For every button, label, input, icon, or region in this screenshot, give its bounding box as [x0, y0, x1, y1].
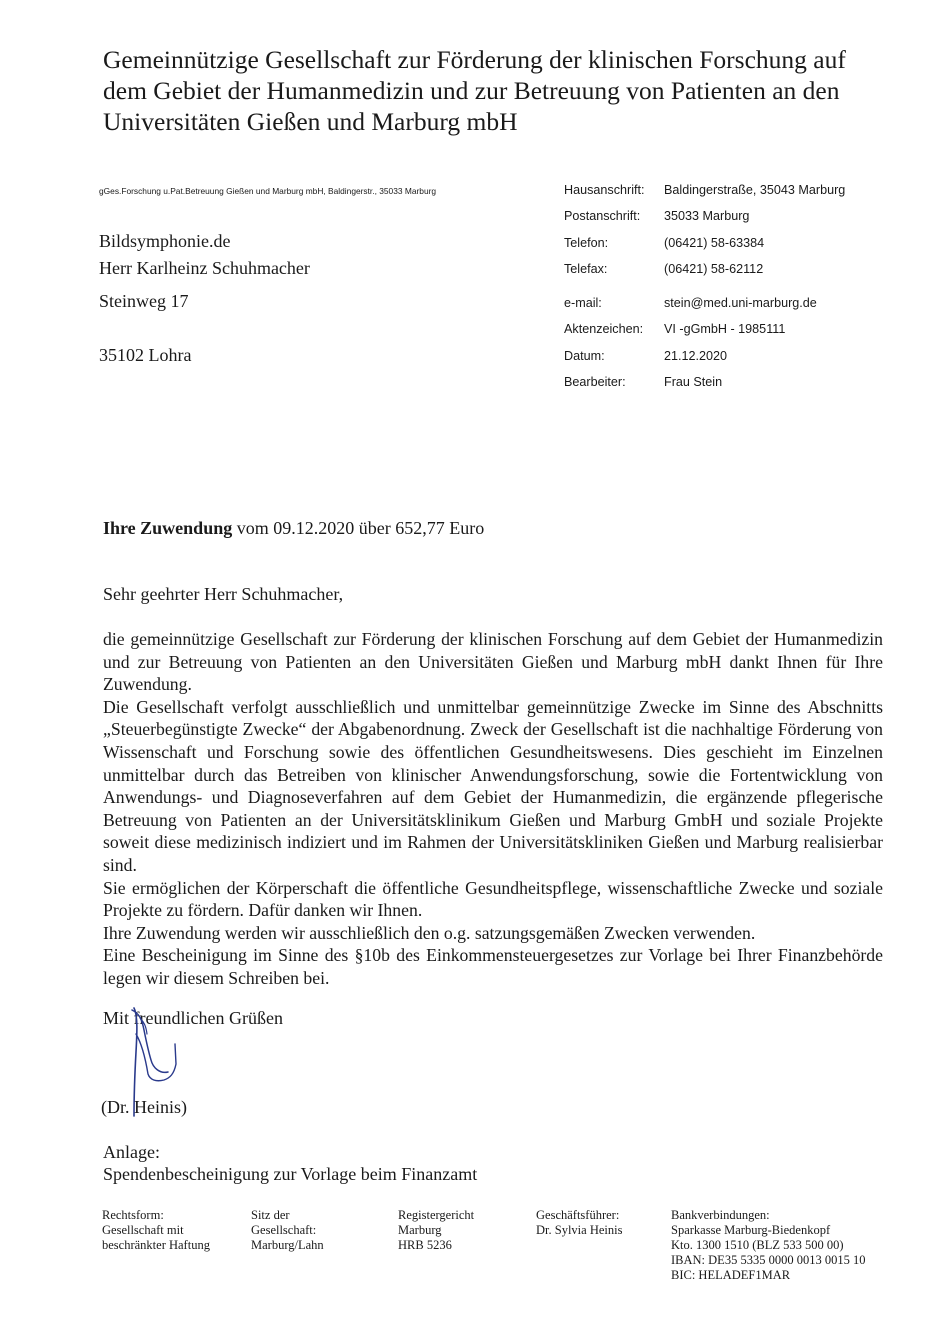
body-paragraph: Eine Bescheinigung im Sinne des §10b des Einkommensteuergesetzes zur Vorlage bei Ihrer Finanzbehörde legen wir diesem Schreiben bei. [103, 945, 883, 988]
footer-line: Gesellschaft: [251, 1223, 317, 1237]
footer-line: Kto. 1300 1510 (BLZ 533 500 00) [671, 1238, 844, 1252]
footer-line: IBAN: DE35 5335 0000 0013 0015 10 [671, 1253, 866, 1267]
info-label: Hausanschrift: [564, 183, 645, 197]
info-label: Telefax: [564, 262, 608, 276]
footer-line: HRB 5236 [398, 1238, 452, 1252]
return-address: gGes.Forschung u.Pat.Betreuung Gießen und Marburg mbH, Baldingerstr., 35033 Marburg [99, 186, 437, 196]
footer-line: beschränkter Haftung [102, 1238, 210, 1252]
subject-line [103, 518, 484, 539]
info-row [564, 209, 894, 227]
body-paragraph: die gemeinnützige Gesellschaft zur Förderung der klinischen Forschung auf dem Gebiet der Humanmedizin und zur Betreuung von Patienten an den Universitäten Gießen und Marburg mbH dankt Ihnen für Ihre Zuwendung. [103, 629, 883, 695]
subject-rest: vom 09.12.2020 über 652,77 Euro [232, 518, 485, 538]
info-label: Aktenzeichen: [564, 322, 644, 336]
footer-line: Marburg/Lahn [251, 1238, 324, 1252]
info-row [564, 262, 894, 280]
body-paragraph: Ihre Zuwendung werden wir ausschließlich den o.g. satzungsgemäßen Zwecken verwenden. [103, 922, 756, 943]
attachment-label: Anlage: [103, 1142, 160, 1162]
signer-name: (Dr. Heinis) [101, 1097, 187, 1117]
footer-line: Bankverbindungen: [671, 1208, 770, 1222]
footer-bank [671, 1208, 865, 1283]
info-value: (06421) 58-62112 [664, 262, 764, 276]
footer-line: Marburg [398, 1223, 442, 1237]
body-paragraph: Die Gesellschaft verfolgt ausschließlich und unmittelbar gemeinnützige Zwecke im Sinne des Abschnitts „Steuerbegünstigte Zwecke“ der Abgabenordnung. Zweck der Gesellschaft ist die nachhaltige Förderung von Wissenschaft und Forschung sowie des öffentlichen Gesundheitswesens. Dies geschieht im Einzelnen unmittelbar durch das Betreiben von klinischer Anwendungsforschung, sowie die Fortentwicklung von Anwendungs- und Diagnoseverfahren auf dem Gebiet der Humanmedizin, die ergänzende pflegerische Betreuung von Patienten an der Universitätsklinikum Gießen und Marburg GmbH und soziale Projekte soweit diese medizinisch indiziert und im Rahmen der Universitätskliniken Gießen und Marburg realisierbar sind. [103, 696, 883, 875]
info-row [564, 375, 894, 393]
closing-phrase: Mit freundlichen Grüßen [103, 1008, 283, 1028]
info-row [564, 322, 894, 340]
info-label: e-mail: [564, 296, 602, 310]
info-value: Baldingerstraße, 35043 Marburg [664, 183, 846, 197]
info-value: Frau Stein [664, 375, 723, 389]
footer-line: Rechtsform: [102, 1208, 164, 1222]
info-value: 21.12.2020 [664, 349, 728, 363]
letterhead-title: Gemeinnützige Gesellschaft zur Förderung der klinischen Forschung auf dem Gebiet der Humanmedizin und zur Betreuung von Patienten an den Universitäten Gießen und Marburg mbH [103, 45, 846, 136]
info-label: Postanschrift: [564, 209, 641, 223]
salutation: Sehr geehrter Herr Schuhmacher, [103, 584, 344, 604]
footer-line: Sitz der [251, 1208, 290, 1222]
info-row [564, 296, 894, 314]
info-label: Bearbeiter: [564, 375, 626, 389]
footer-line: BIC: HELADEF1MAR [671, 1268, 791, 1282]
body-paragraph: Sie ermöglichen der Körperschaft die öffentliche Gesundheitspflege, wissenschaftliche Zwecke und soziale Projekte zu fördern. Dafür danken wir Ihnen. [103, 877, 883, 921]
footer-seat [251, 1208, 324, 1253]
footer-line: Gesellschaft mit [102, 1223, 184, 1237]
recipient-city: 35102 Lohra [99, 345, 192, 365]
info-row [564, 236, 894, 254]
recipient-street: Steinweg 17 [99, 291, 189, 311]
footer-line: Sparkasse Marburg-Biedenkopf [671, 1223, 831, 1237]
info-row [564, 183, 894, 201]
footer-register [398, 1208, 474, 1253]
footer-line: Registergericht [398, 1208, 475, 1222]
info-value: VI -gGmbH - 1985111 [664, 322, 786, 336]
footer-legal-form [102, 1208, 210, 1253]
subject-bold: Ihre Zuwendung [103, 518, 233, 538]
info-value: (06421) 58-63384 [664, 236, 765, 250]
info-label: Telefon: [564, 236, 609, 250]
info-label: Datum: [564, 349, 605, 363]
attachment-item: Spendenbescheinigung zur Vorlage beim Finanzamt [103, 1164, 478, 1184]
info-row [564, 349, 894, 367]
footer-management [536, 1208, 622, 1238]
letter-body [103, 628, 883, 990]
footer-line: Geschäftsführer: [536, 1208, 620, 1222]
recipient-line2: Herr Karlheinz Schuhmacher [99, 258, 310, 278]
info-value: 35033 Marburg [664, 209, 750, 223]
recipient-line1: Bildsymphonie.de [99, 231, 231, 251]
footer-line: Dr. Sylvia Heinis [536, 1223, 623, 1237]
email-value[interactable]: stein@med.uni-marburg.de [664, 296, 817, 310]
